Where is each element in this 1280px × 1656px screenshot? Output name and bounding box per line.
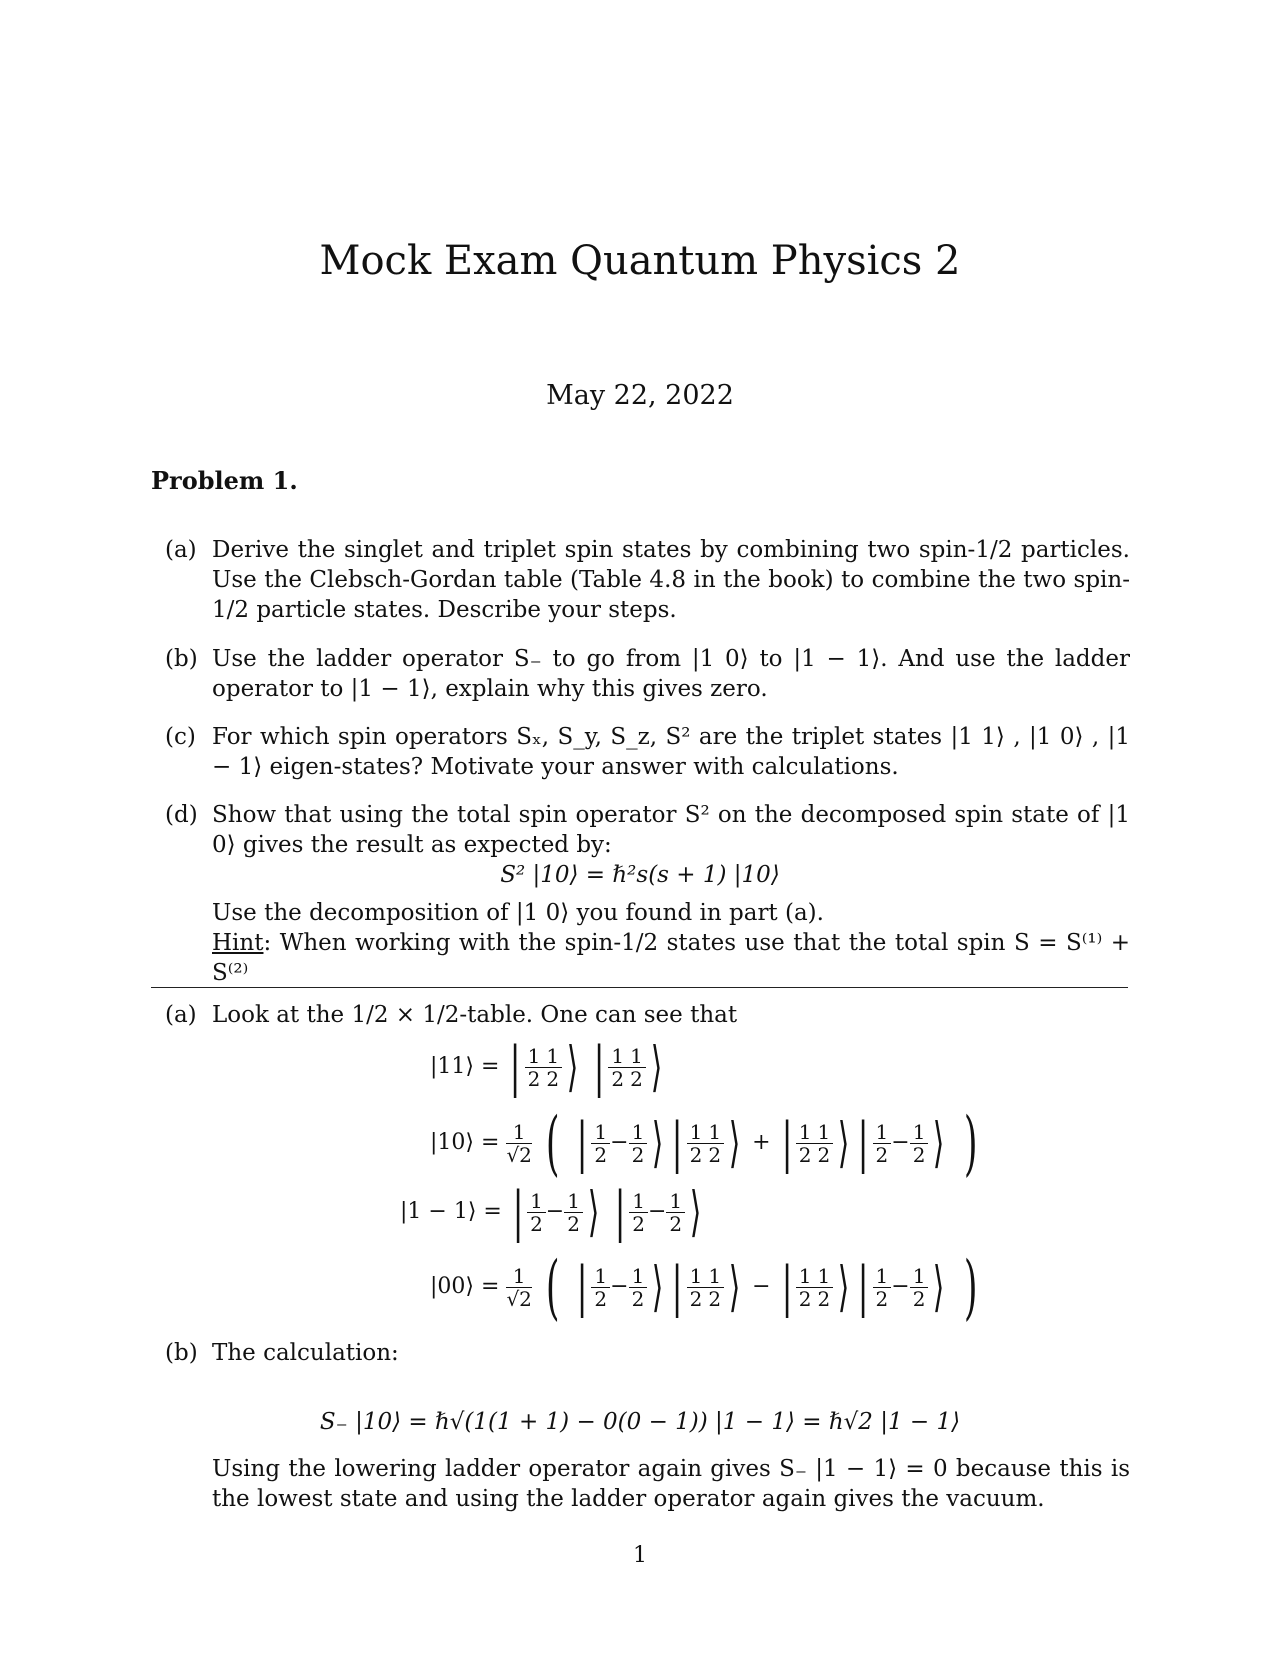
question-d-followup-block: [165, 898, 1130, 988]
frac-half: $\frac{1}{2}$: [608, 1045, 627, 1090]
exam-date: May 22, 2022: [546, 380, 734, 411]
question-d-text: Show that using the total spin operator S² on the decomposed spin state of |1 0⟩ gives the result as expected by:: [212, 802, 1130, 858]
question-b-text: Use the ladder operator S₋ to go from |1 0⟩ to |1 − 1⟩. And use the ladder operator to |1 − 1⟩, explain why this gives zero.: [212, 646, 1130, 702]
solution-b-conclusion-block: [165, 1454, 1130, 1514]
hint-text: : When working with the spin-1/2 states use that the total spin S = S⁽¹⁾ + S⁽²⁾: [212, 930, 1130, 986]
frac-half: $\frac{1}{2}$: [627, 1045, 646, 1090]
eq-sign: =: [481, 1274, 500, 1299]
solution-b-text: The calculation:: [212, 1340, 399, 1366]
problem-heading: Problem 1.: [151, 466, 298, 495]
eq-triplet-down: |1 − 1⟩ = | $\frac{1}{2}$ − $\frac{1}{2}$ ⟩ | $\frac{1}{2}$ − $\frac{1}{2}$ ⟩: [400, 1180, 702, 1243]
question-d-hint: [212, 928, 1130, 988]
ket-open: |: [510, 1035, 521, 1098]
plus-sign: +: [752, 1130, 771, 1155]
question-a-text: Derive the singlet and triplet spin states by combining two spin-1/2 particles. Use the Clebsch-Gordan table (Table 4.8 in the book) to combine the two spin-1/2 particle states. Describe your steps.: [212, 537, 1130, 623]
eq-lhs: |1 − 1⟩: [400, 1199, 477, 1224]
eq-lhs: |11⟩: [430, 1054, 474, 1079]
question-c-label: (c): [165, 724, 196, 750]
solution-a: [165, 1000, 1130, 1030]
ket-close: ⟩: [566, 1035, 579, 1098]
question-a-label: (a): [165, 537, 197, 563]
solution-b-equation: S₋ |10⟩ = ℏ√(1(1 + 1) − 0(0 − 1)) |1 − 1⟩ = ℏ√2 |1 − 1⟩: [319, 1409, 961, 1435]
question-b-label: (b): [165, 646, 198, 672]
solution-a-text: Look at the 1/2 × 1/2-table. One can see that: [212, 1002, 738, 1028]
question-d-label: (d): [165, 802, 198, 828]
eq-sign: =: [481, 1054, 500, 1079]
eq-singlet: |00⟩ = $\frac{1}{√2}$ ( | $\frac{1}{2}$ − $\frac{1}{2}$ ⟩ | $\frac{1}{2}$ $\frac{1}{2}$ ⟩ − | $\frac{1}{2}$ $\frac{1}{2}$ ⟩ | $\frac{1}{2}$ − $\frac{1}{2}$ ⟩ ): [430, 1246, 978, 1328]
frac-half: $\frac{1}{2}$: [543, 1045, 562, 1090]
frac-one-over-sqrt2: $\frac{1}{√2}$: [506, 1119, 532, 1167]
question-a: [165, 535, 1130, 625]
minus-sign: −: [752, 1274, 771, 1299]
question-d: [165, 800, 1130, 860]
solution-b: [165, 1338, 1130, 1368]
solution-a-label: (a): [165, 1002, 197, 1028]
eq-lhs: |00⟩: [430, 1274, 474, 1299]
question-b: [165, 644, 1130, 704]
eq-triplet-up: [430, 1035, 667, 1098]
question-d-equation: S² |10⟩ = ℏ²s(s + 1) |10⟩: [500, 862, 780, 888]
section-divider: [151, 987, 1128, 988]
solution-b-label: (b): [165, 1340, 198, 1366]
question-c: [165, 722, 1130, 782]
eq-sign: =: [483, 1199, 502, 1224]
eq-sign: =: [481, 1130, 500, 1155]
eq-triplet-zero: |10⟩ = $\frac{1}{√2}$ ( | $\frac{1}{2}$ − $\frac{1}{2}$ ⟩ | $\frac{1}{2}$ $\frac{1}{2}$ ⟩ + | $\frac{1}{2}$ $\frac{1}{2}$ ⟩ | $\frac{1}{2}$ − $\frac{1}{2}$ ⟩ ): [430, 1102, 978, 1184]
hint-label: Hint: [212, 930, 264, 956]
solution-b-conclusion: Using the lowering ladder operator again gives S₋ |1 − 1⟩ = 0 because this is the lowest state and using the ladder operator again gives the vacuum.: [212, 1456, 1130, 1512]
frac-one-over-sqrt2: $\frac{1}{√2}$: [506, 1263, 532, 1311]
question-d-followup: Use the decomposition of |1 0⟩ you found in part (a).: [212, 900, 824, 926]
page-title: Mock Exam Quantum Physics 2: [319, 238, 961, 284]
ket-close: ⟩: [650, 1035, 663, 1098]
frac-half: $\frac{1}{2}$: [525, 1045, 544, 1090]
eq-lhs: |10⟩: [430, 1130, 474, 1155]
ket-open: |: [593, 1035, 605, 1098]
question-c-text: For which spin operators Sₓ, S_y, S_z, S² are the triplet states |1 1⟩ , |1 0⟩ , |1 − 1⟩ eigen-states? Motivate your answer with calculations.: [212, 724, 1130, 780]
page-number: 1: [633, 1543, 647, 1568]
